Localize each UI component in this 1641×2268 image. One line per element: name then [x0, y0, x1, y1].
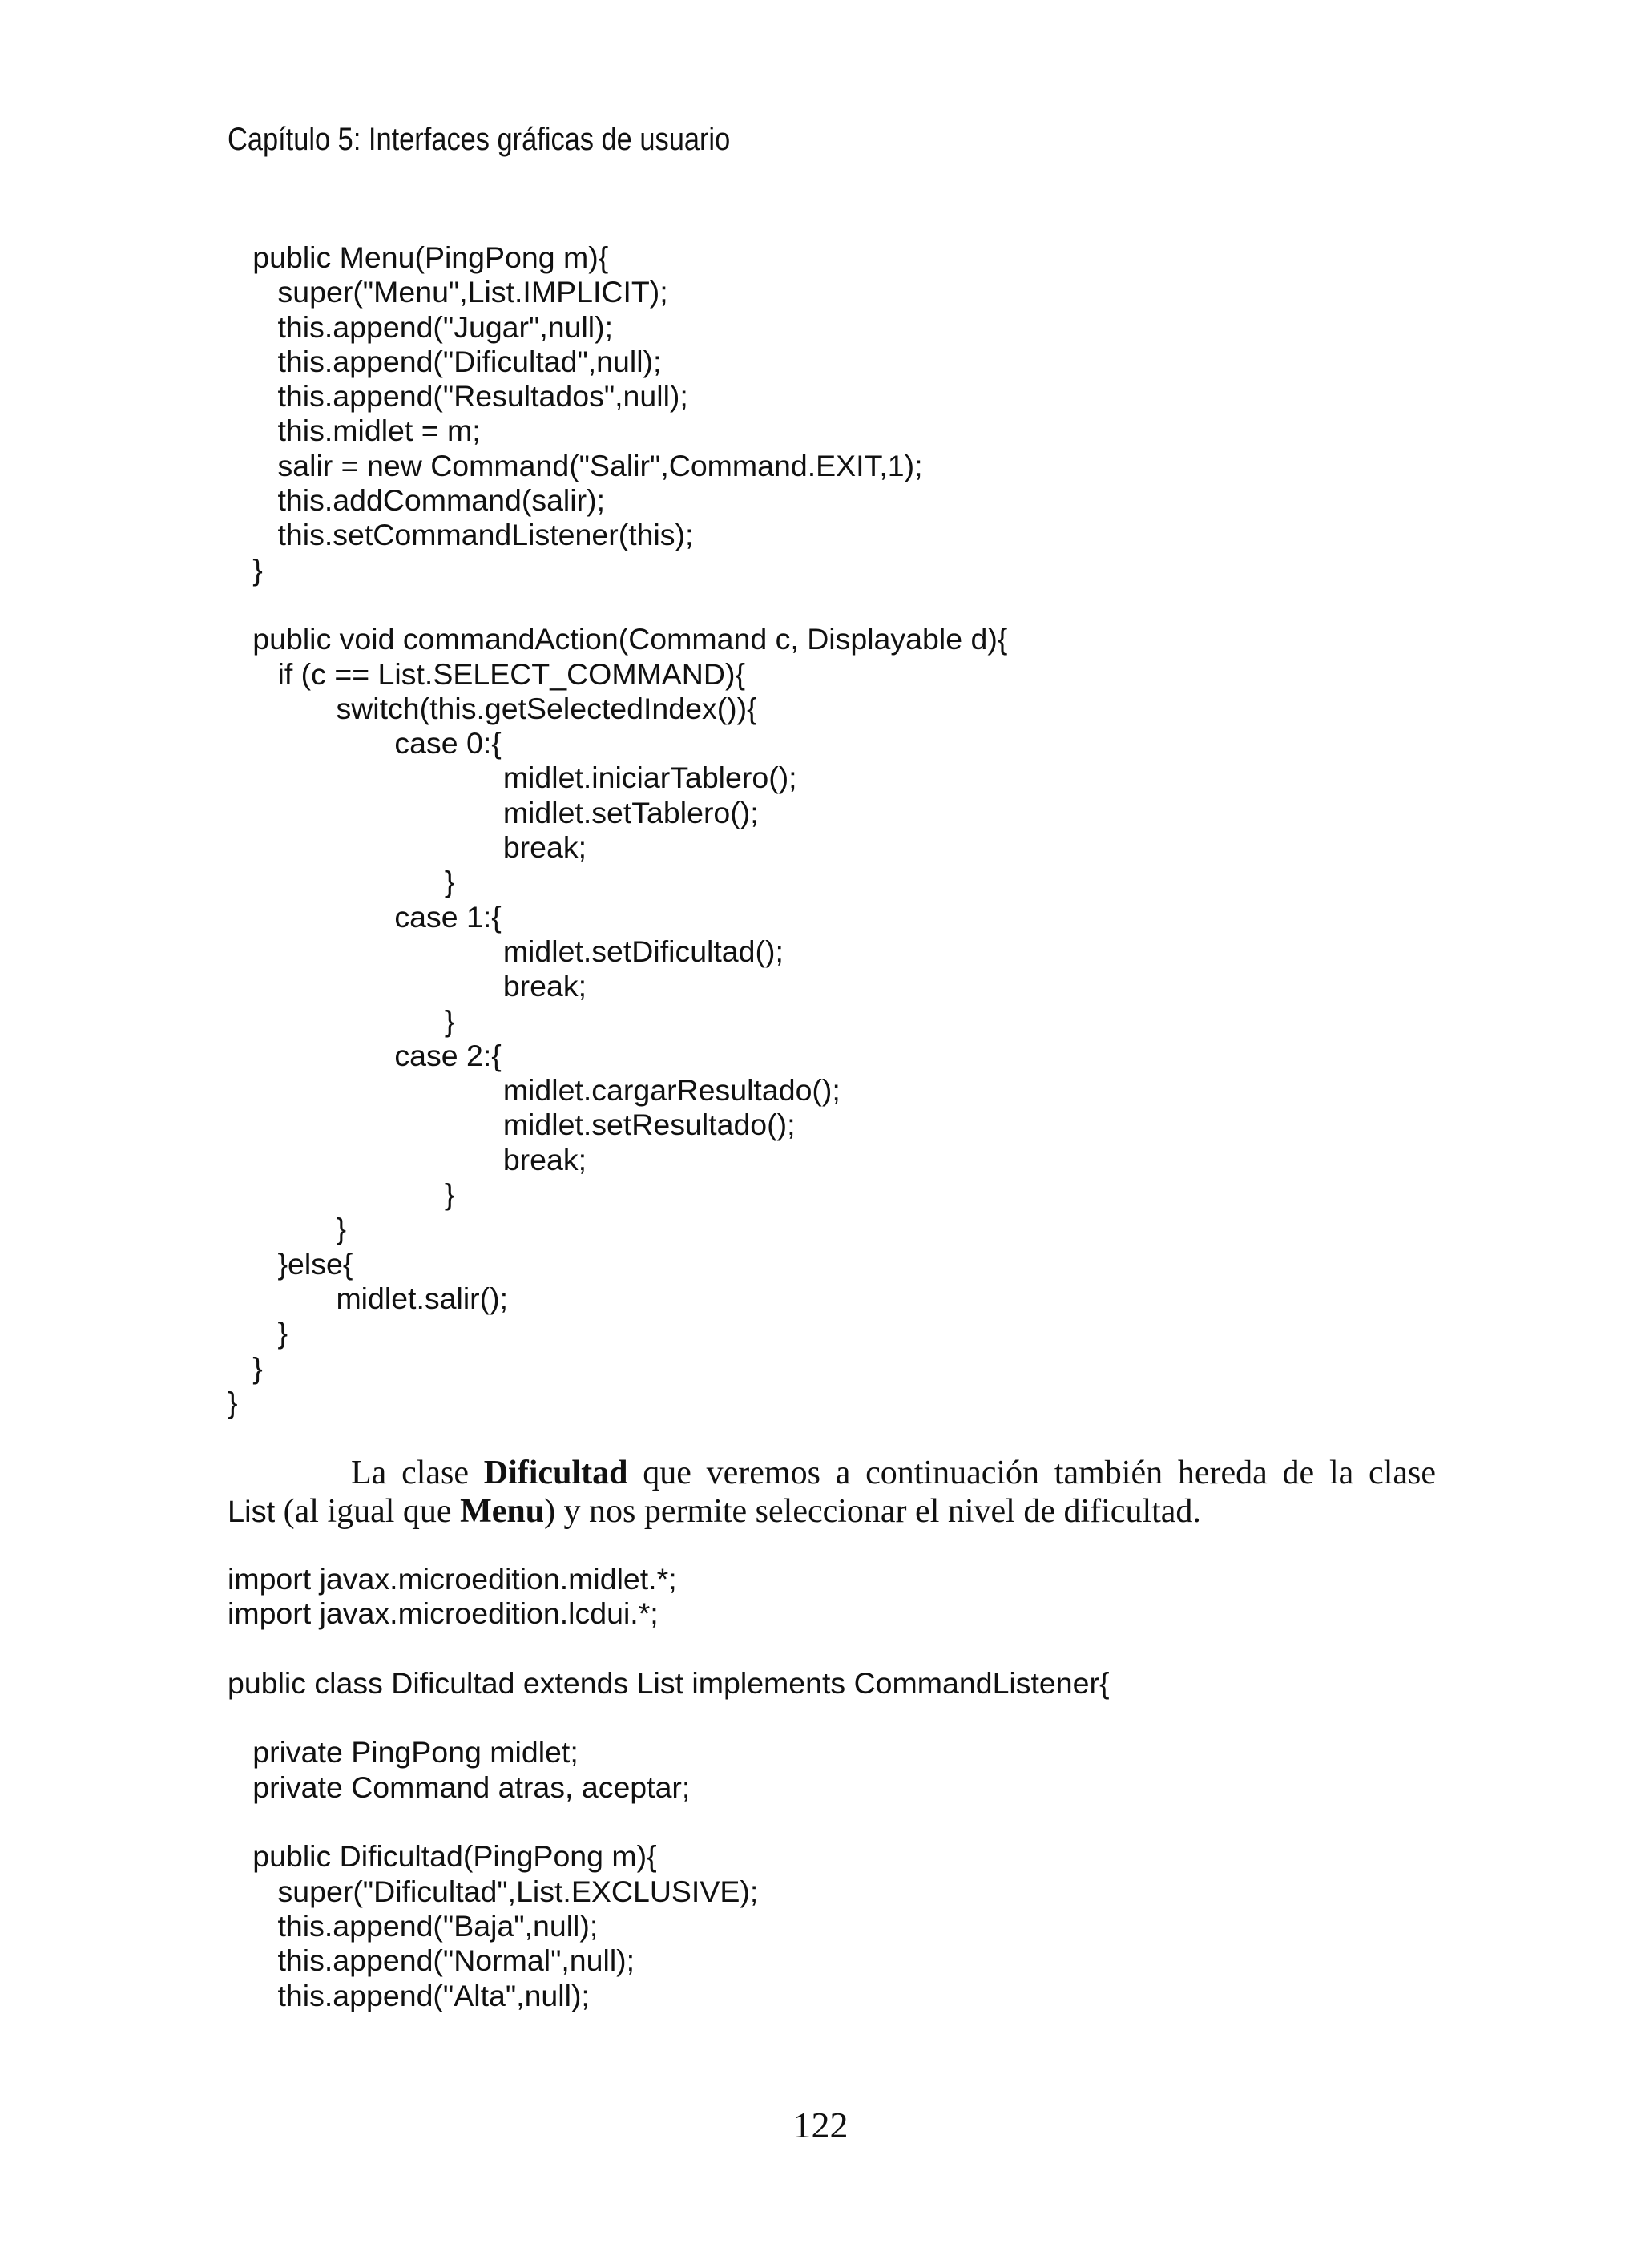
paragraph-text: La clase	[351, 1455, 484, 1491]
code-line: midlet.setDificultad();	[228, 934, 784, 968]
code-line	[228, 1701, 1110, 1735]
code-line: this.append("Resultados",null);	[228, 379, 688, 414]
code-line: this.append("Baja",null);	[228, 1908, 599, 1943]
code-line: super("Dificultad",List.EXCLUSIVE);	[228, 1874, 759, 1908]
code-line: midlet.cargarResultado();	[228, 1073, 841, 1108]
paragraph-text: ) y nos permite seleccionar el nivel de dificultad.	[544, 1493, 1201, 1530]
code-line: public void commandAction(Command c, Displayable d){	[228, 622, 1008, 656]
paragraph-line-1	[228, 1454, 1436, 1492]
code-line: public Menu(PingPong m){	[228, 240, 609, 274]
chapter-header: Capítulo 5: Interfaces gráficas de usuario	[228, 122, 731, 157]
code-line: salir = new Command("Salir",Command.EXIT,1);	[228, 448, 923, 482]
code-line: this.append("Normal",null);	[228, 1943, 635, 1978]
code-line: midlet.setResultado();	[228, 1108, 796, 1142]
code-line: midlet.setTablero();	[228, 795, 759, 829]
code-line	[228, 1632, 1110, 1666]
code-line: public class Dificultad extends List implements CommandListener{	[228, 1665, 1110, 1700]
code-line: }	[228, 865, 455, 899]
code-line: midlet.salir();	[228, 1281, 509, 1315]
code-line: switch(this.getSelectedIndex()){	[228, 691, 757, 725]
code-line: }	[228, 1212, 346, 1246]
code-line: case 1:{	[228, 899, 502, 934]
code-line: private Command atras, aceptar;	[228, 1770, 691, 1804]
code-block-dificultad	[228, 1562, 1110, 2013]
code-line: super("Menu",List.IMPLICIT);	[228, 275, 668, 309]
code-line: case 2:{	[228, 1038, 502, 1072]
code-line: this.append("Dificultad",null);	[228, 344, 662, 378]
code-line: }	[228, 1003, 455, 1038]
code-line: }else{	[228, 1246, 353, 1281]
code-line	[228, 1805, 1110, 1839]
code-line: break;	[228, 969, 587, 1003]
code-line: break;	[228, 1142, 587, 1176]
code-line: }	[228, 1350, 263, 1385]
code-line: case 0:{	[228, 726, 502, 761]
code-line: break;	[228, 830, 587, 865]
code-line: this.append("Jugar",null);	[228, 309, 614, 344]
paragraph-text: (al igual que	[275, 1493, 461, 1530]
page-number: 122	[792, 2105, 849, 2145]
code-line: }	[228, 552, 263, 587]
code-line: if (c == List.SELECT_COMMAND){	[228, 656, 745, 691]
code-line: import javax.microedition.midlet.*;	[228, 1562, 677, 1596]
code-line: this.midlet = m;	[228, 414, 481, 448]
code-line: }	[228, 1385, 238, 1419]
paragraph-text: que veremos a continuación también hereda de la clase	[627, 1455, 1436, 1491]
code-line: this.setCommandListener(this);	[228, 518, 694, 552]
class-name-list: List	[228, 1495, 276, 1529]
code-line: midlet.iniciarTablero();	[228, 761, 797, 795]
code-line: this.append("Alta",null);	[228, 1978, 590, 2012]
body-paragraph	[228, 1454, 1436, 1532]
code-line: private PingPong midlet;	[228, 1735, 579, 1770]
class-name-dificultad: Dificultad	[483, 1455, 628, 1491]
code-line: import javax.microedition.lcdui.*;	[228, 1596, 659, 1631]
code-block-menu	[228, 240, 1007, 1420]
code-line: }	[228, 1316, 288, 1350]
code-line	[228, 587, 1007, 622]
paragraph-line-2	[228, 1492, 1436, 1532]
code-line: public Dificultad(PingPong m){	[228, 1839, 657, 1874]
code-line: this.addCommand(salir);	[228, 483, 605, 518]
class-name-menu: Menu	[460, 1493, 545, 1530]
code-line: }	[228, 1177, 455, 1212]
